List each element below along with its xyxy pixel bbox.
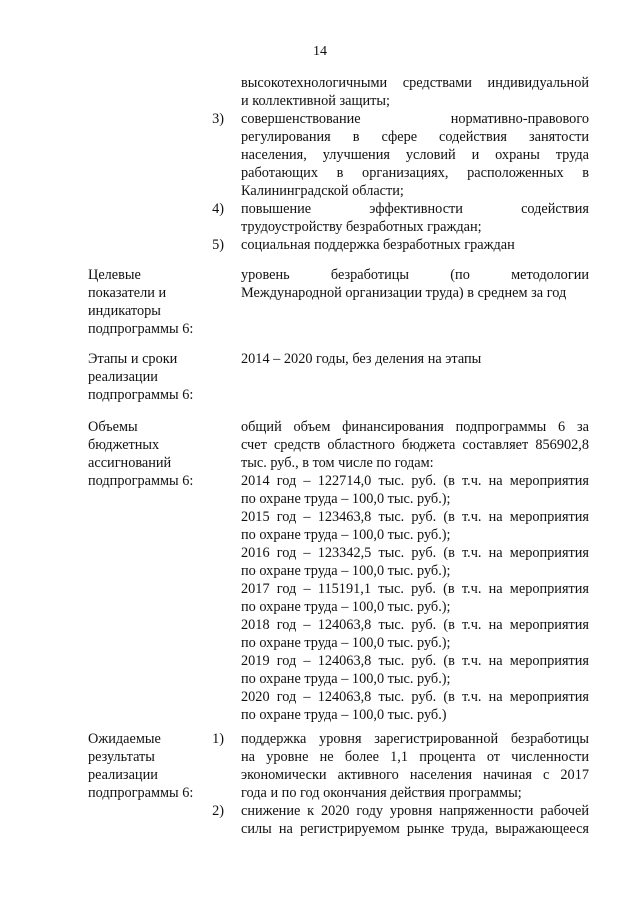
text-line: по охране труда – 100,0 тыс. руб.); xyxy=(241,491,451,507)
text-line: 2017 год – 115191,1 тыс. руб. (в т.ч. на мероприятия xyxy=(241,581,589,597)
task-number: 4) xyxy=(212,201,224,217)
label-line: индикаторы xyxy=(88,303,161,319)
text-line: по охране труда – 100,0 тыс. руб.); xyxy=(241,527,451,543)
label-line: подпрограммы 6: xyxy=(88,785,194,801)
text-line: совершенствование нормативно-правового xyxy=(241,111,589,127)
text-line: по охране труда – 100,0 тыс. руб.); xyxy=(241,563,451,579)
label-line: бюджетных xyxy=(88,437,160,453)
task-item xyxy=(241,200,589,236)
task-item xyxy=(241,236,589,254)
label-line: результаты xyxy=(88,749,155,765)
text-line: года и по год окончания действия программы; xyxy=(241,785,522,801)
label-line: реализации xyxy=(88,767,158,783)
label-line: подпрограммы 6: xyxy=(88,387,194,403)
text-line: трудоустройству безработных граждан; xyxy=(241,219,482,235)
text-line: по охране труда – 100,0 тыс. руб.); xyxy=(241,671,451,687)
result-item xyxy=(241,802,589,838)
text-line: 2018 год – 124063,8 тыс. руб. (в т.ч. на мероприятия xyxy=(241,617,589,633)
task-item xyxy=(241,110,589,200)
text-line: по охране труда – 100,0 тыс. руб.); xyxy=(241,599,451,615)
text-line: повышение эффективности содействия xyxy=(241,201,589,217)
text-line: общий объем финансирования подпрограммы 6 за xyxy=(241,419,589,435)
stages-label xyxy=(88,350,218,404)
funding-label xyxy=(88,418,218,490)
text-line: по охране труда – 100,0 тыс. руб.) xyxy=(241,707,447,723)
text-line: Международной организации труда) в среднем за год xyxy=(241,285,567,301)
page-number: 14 xyxy=(313,44,327,59)
text-line: 2014 год – 122714,0 тыс. руб. (в т.ч. на мероприятия xyxy=(241,473,589,489)
stages-value xyxy=(241,350,589,368)
label-line: показатели и xyxy=(88,285,167,301)
funding-value xyxy=(241,418,589,724)
text-line: экономически активного населения начиная с 2017 xyxy=(241,767,589,783)
task-number: 5) xyxy=(212,237,224,253)
text-line: населения, улучшения условий и охраны труда xyxy=(241,147,589,163)
text-line: силы на регистрируемом рынке труда, выражающееся xyxy=(241,821,589,837)
text-line: 2019 год – 124063,8 тыс. руб. (в т.ч. на мероприятия xyxy=(241,653,589,669)
targets-value xyxy=(241,266,589,302)
task-item-continued xyxy=(241,74,589,110)
text-line: счет средств областного бюджета составляет 856902,8 xyxy=(241,437,589,453)
label-line: Ожидаемые xyxy=(88,731,161,747)
text-line: по охране труда – 100,0 тыс. руб.); xyxy=(241,635,451,651)
result-number: 1) xyxy=(212,731,224,747)
text-line: тыс. руб., в том числе по годам: xyxy=(241,455,434,471)
result-number: 2) xyxy=(212,803,224,819)
text-line: социальная поддержка безработных граждан xyxy=(241,237,515,253)
label-line: Объемы xyxy=(88,419,138,435)
text-line: на уровне не более 1,1 процента от численности xyxy=(241,749,589,765)
text-line: Калининградской области; xyxy=(241,183,404,199)
text-line: 2015 год – 123463,8 тыс. руб. (в т.ч. на мероприятия xyxy=(241,509,589,525)
text-line: снижение к 2020 году уровня напряженности рабочей xyxy=(241,803,589,819)
text-line: 2020 год – 124063,8 тыс. руб. (в т.ч. на мероприятия xyxy=(241,689,589,705)
label-line: Целевые xyxy=(88,267,141,283)
label-line: подпрограммы 6: xyxy=(88,321,194,337)
label-line: ассигнований xyxy=(88,455,172,471)
targets-label xyxy=(88,266,218,338)
text-line: 2014 – 2020 годы, без деления на этапы xyxy=(241,351,482,367)
task-number: 3) xyxy=(212,111,224,127)
label-line: реализации xyxy=(88,369,158,385)
text-line: и коллективной защиты; xyxy=(241,93,390,109)
text-line: 2016 год – 123342,5 тыс. руб. (в т.ч. на мероприятия xyxy=(241,545,589,561)
text-line: регулирования в сфере содействия занятости xyxy=(241,129,589,145)
label-line: подпрограммы 6: xyxy=(88,473,194,489)
text-line: высокотехнологичными средствами индивидуальной xyxy=(241,75,589,91)
text-line: уровень безработицы (по методологии xyxy=(241,267,589,283)
label-line: Этапы и сроки xyxy=(88,351,178,367)
text-line: поддержка уровня зарегистрированной безработицы xyxy=(241,731,589,747)
text-line: работающих в организациях, расположенных в xyxy=(241,165,589,181)
result-item xyxy=(241,730,589,802)
